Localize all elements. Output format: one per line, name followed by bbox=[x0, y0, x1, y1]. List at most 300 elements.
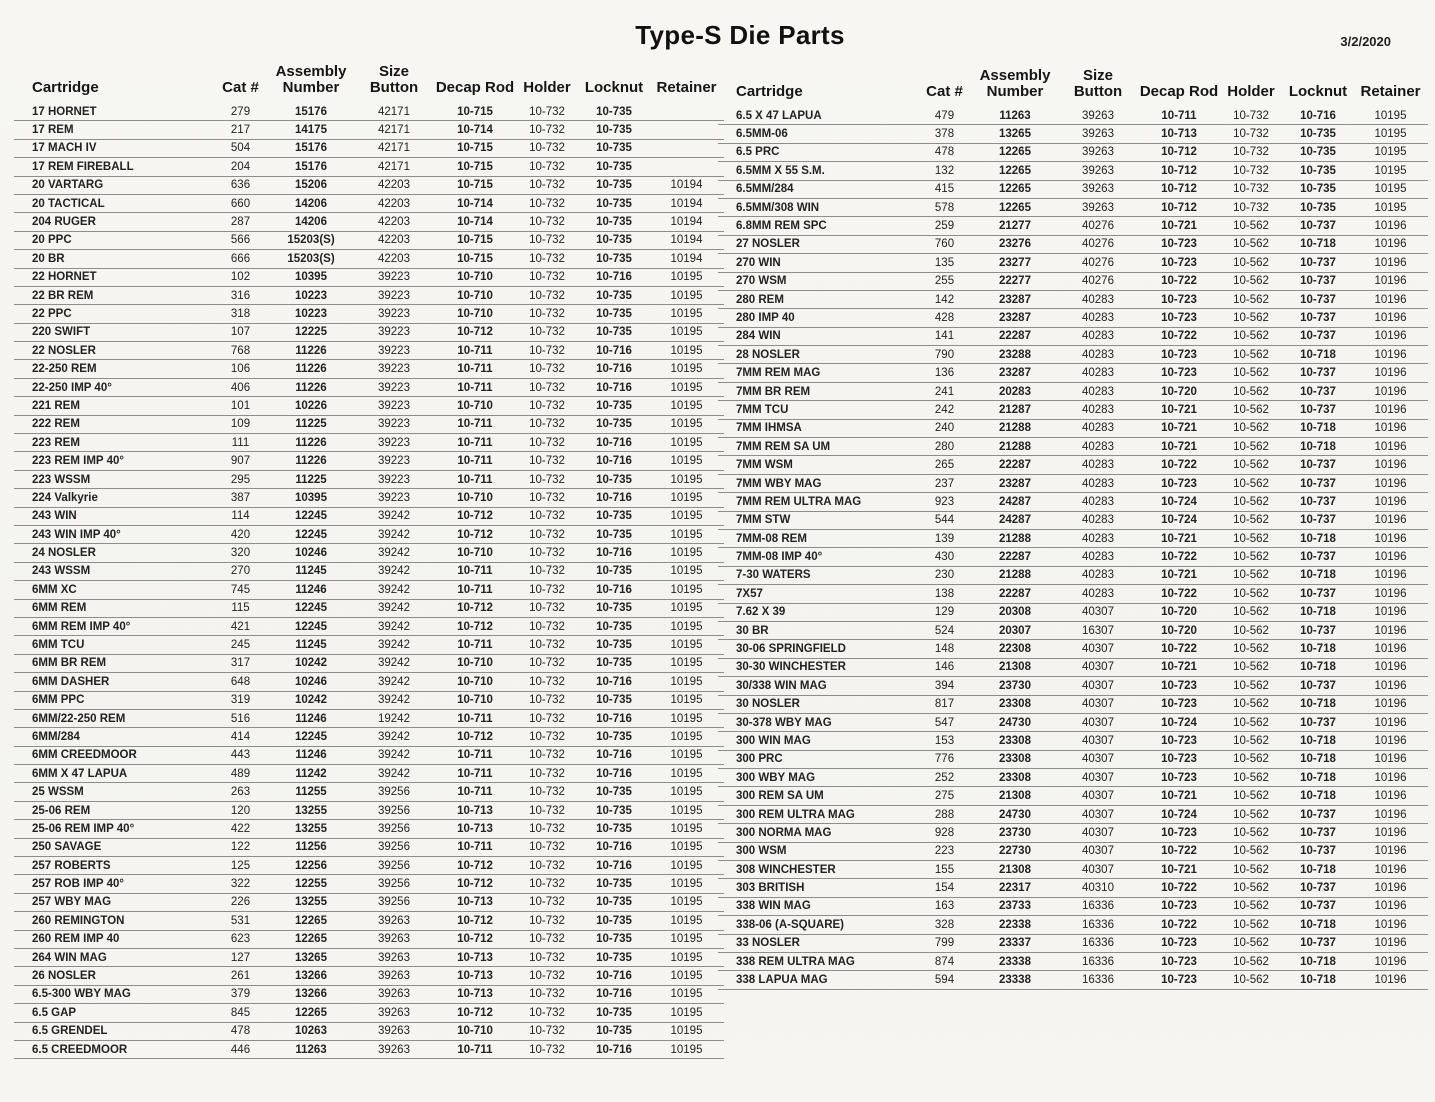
table-row bbox=[718, 971, 1428, 989]
cell-cat: 430 bbox=[916, 548, 973, 566]
cell-cartridge: 6MM/284 bbox=[14, 728, 212, 746]
cell-holder: 10-732 bbox=[1219, 162, 1283, 180]
cell-retainer: 10195 bbox=[649, 820, 724, 838]
cell-assembly: 21288 bbox=[973, 438, 1057, 456]
cell-assembly: 12256 bbox=[269, 857, 353, 875]
cell-retainer: 10196 bbox=[1353, 438, 1428, 456]
cell-assembly: 12265 bbox=[269, 930, 353, 948]
cell-holder: 10-732 bbox=[515, 728, 579, 746]
cell-assembly: 24287 bbox=[973, 511, 1057, 529]
cell-decap: 10-722 bbox=[1139, 640, 1219, 658]
cell-cat: 129 bbox=[916, 603, 973, 621]
cell-holder: 10-562 bbox=[1219, 897, 1283, 915]
cell-retainer: 10196 bbox=[1353, 971, 1428, 989]
cell-cat: 275 bbox=[916, 787, 973, 805]
cell-size: 39242 bbox=[353, 746, 435, 764]
cell-holder: 10-732 bbox=[515, 286, 579, 304]
cell-cartridge: 20 BR bbox=[14, 250, 212, 268]
cell-assembly: 23338 bbox=[973, 952, 1057, 970]
cell-size: 39223 bbox=[353, 323, 435, 341]
cell-holder: 10-732 bbox=[515, 139, 579, 157]
cell-cat: 120 bbox=[212, 801, 269, 819]
cell-retainer: 10196 bbox=[1353, 713, 1428, 731]
cell-cat: 230 bbox=[916, 566, 973, 584]
cell-holder: 10-732 bbox=[1219, 125, 1283, 143]
table-row bbox=[718, 364, 1428, 382]
cell-cat: 379 bbox=[212, 985, 269, 1003]
cell-decap: 10-723 bbox=[1139, 897, 1219, 915]
cell-cartridge: 243 WSSM bbox=[14, 562, 212, 580]
cell-retainer: 10195 bbox=[649, 673, 724, 691]
cell-locknut: 10-737 bbox=[1283, 805, 1353, 823]
cell-cartridge: 270 WIN bbox=[718, 254, 916, 272]
cell-decap: 10-721 bbox=[1139, 861, 1219, 879]
cell-cartridge: 257 WBY MAG bbox=[14, 893, 212, 911]
cell-locknut: 10-737 bbox=[1283, 677, 1353, 695]
cell-size: 39242 bbox=[353, 728, 435, 746]
cell-cartridge: 22-250 IMP 40° bbox=[14, 378, 212, 396]
cell-cartridge: 6MM REM IMP 40° bbox=[14, 617, 212, 635]
cell-assembly: 12265 bbox=[269, 1004, 353, 1022]
cell-size: 39223 bbox=[353, 268, 435, 286]
cell-retainer: 10196 bbox=[1353, 346, 1428, 364]
cell-locknut: 10-737 bbox=[1283, 842, 1353, 860]
cell-size: 39263 bbox=[353, 985, 435, 1003]
cell-holder: 10-732 bbox=[515, 434, 579, 452]
cell-decap: 10-721 bbox=[1139, 787, 1219, 805]
cell-size: 40307 bbox=[1057, 842, 1139, 860]
cell-holder: 10-732 bbox=[515, 857, 579, 875]
cell-holder: 10-732 bbox=[515, 121, 579, 139]
cell-assembly: 10263 bbox=[269, 1022, 353, 1040]
table-row bbox=[718, 235, 1428, 253]
cell-holder: 10-562 bbox=[1219, 695, 1283, 713]
cell-holder: 10-732 bbox=[515, 470, 579, 488]
cell-size: 39223 bbox=[353, 415, 435, 433]
cell-decap: 10-711 bbox=[435, 838, 515, 856]
table-row bbox=[718, 585, 1428, 603]
cell-decap: 10-711 bbox=[435, 452, 515, 470]
table-row bbox=[14, 231, 724, 249]
cell-retainer: 10195 bbox=[649, 323, 724, 341]
cell-cat: 259 bbox=[916, 217, 973, 235]
cell-decap: 10-712 bbox=[435, 1004, 515, 1022]
cell-retainer bbox=[649, 158, 724, 176]
cell-holder: 10-732 bbox=[515, 930, 579, 948]
cell-locknut: 10-716 bbox=[579, 434, 649, 452]
cell-retainer: 10195 bbox=[649, 893, 724, 911]
cell-cat: 316 bbox=[212, 286, 269, 304]
table-row bbox=[14, 544, 724, 562]
cell-locknut: 10-735 bbox=[579, 893, 649, 911]
cell-decap: 10-724 bbox=[1139, 511, 1219, 529]
cell-holder: 10-562 bbox=[1219, 217, 1283, 235]
cell-locknut: 10-735 bbox=[579, 728, 649, 746]
cell-cat: 319 bbox=[212, 691, 269, 709]
cell-size: 39256 bbox=[353, 838, 435, 856]
cell-locknut: 10-735 bbox=[579, 912, 649, 930]
cell-cartridge: 257 ROBERTS bbox=[14, 857, 212, 875]
column-header-cartridge: Cartridge bbox=[736, 82, 803, 100]
table-row bbox=[718, 677, 1428, 695]
table-row bbox=[718, 842, 1428, 860]
cell-decap: 10-722 bbox=[1139, 879, 1219, 897]
cell-decap: 10-715 bbox=[435, 139, 515, 157]
cell-decap: 10-712 bbox=[1139, 198, 1219, 216]
cell-cat: 204 bbox=[212, 158, 269, 176]
cell-locknut: 10-718 bbox=[1283, 235, 1353, 253]
cell-cartridge: 7.62 X 39 bbox=[718, 603, 916, 621]
cell-cartridge: 30 BR bbox=[718, 621, 916, 639]
table-row bbox=[718, 401, 1428, 419]
cell-holder: 10-562 bbox=[1219, 419, 1283, 437]
cell-decap: 10-711 bbox=[435, 783, 515, 801]
cell-retainer bbox=[649, 121, 724, 139]
table-row bbox=[14, 985, 724, 1003]
cell-size: 39256 bbox=[353, 875, 435, 893]
cell-cartridge: 22 PPC bbox=[14, 305, 212, 323]
table-row bbox=[14, 342, 724, 360]
table-row bbox=[718, 438, 1428, 456]
cell-cartridge: 6MM DASHER bbox=[14, 673, 212, 691]
cell-holder: 10-732 bbox=[515, 103, 579, 121]
table-row bbox=[718, 272, 1428, 290]
cell-locknut: 10-735 bbox=[579, 103, 649, 121]
cell-cat: 923 bbox=[916, 493, 973, 511]
cell-cat: 142 bbox=[916, 290, 973, 308]
table-row bbox=[14, 1040, 724, 1058]
cell-size: 39263 bbox=[1057, 162, 1139, 180]
cell-assembly: 11263 bbox=[973, 107, 1057, 125]
table-row bbox=[14, 434, 724, 452]
cell-cat: 387 bbox=[212, 489, 269, 507]
cell-decap: 10-722 bbox=[1139, 916, 1219, 934]
cell-size: 39263 bbox=[353, 912, 435, 930]
cell-retainer: 10196 bbox=[1353, 695, 1428, 713]
cell-retainer: 10196 bbox=[1353, 952, 1428, 970]
cell-retainer: 10195 bbox=[649, 489, 724, 507]
cell-locknut: 10-718 bbox=[1283, 566, 1353, 584]
cell-assembly: 13255 bbox=[269, 893, 353, 911]
cell-cat: 768 bbox=[212, 342, 269, 360]
cell-locknut: 10-716 bbox=[579, 857, 649, 875]
table-row bbox=[14, 617, 724, 635]
cell-retainer: 10195 bbox=[649, 948, 724, 966]
cell-holder: 10-732 bbox=[515, 765, 579, 783]
cell-cat: 547 bbox=[916, 713, 973, 731]
cell-locknut: 10-735 bbox=[579, 158, 649, 176]
cell-assembly: 15176 bbox=[269, 139, 353, 157]
cell-retainer: 10195 bbox=[649, 397, 724, 415]
column-header-holder: Holder bbox=[523, 78, 571, 96]
cell-assembly: 12265 bbox=[973, 180, 1057, 198]
cell-cat: 241 bbox=[916, 382, 973, 400]
cell-holder: 10-562 bbox=[1219, 713, 1283, 731]
cell-cartridge: 338 REM ULTRA MAG bbox=[718, 952, 916, 970]
cell-cartridge: 22-250 REM bbox=[14, 360, 212, 378]
cell-locknut: 10-735 bbox=[579, 397, 649, 415]
cell-cartridge: 224 Valkyrie bbox=[14, 489, 212, 507]
table-row bbox=[14, 967, 724, 985]
cell-assembly: 13266 bbox=[269, 985, 353, 1003]
cell-size: 39242 bbox=[353, 617, 435, 635]
cell-size: 40283 bbox=[1057, 511, 1139, 529]
cell-cartridge: 220 SWIFT bbox=[14, 323, 212, 341]
cell-locknut: 10-735 bbox=[579, 1004, 649, 1022]
table-row bbox=[14, 176, 724, 194]
cell-cat: 288 bbox=[916, 805, 973, 823]
cell-decap: 10-723 bbox=[1139, 235, 1219, 253]
cell-retainer: 10194 bbox=[649, 250, 724, 268]
cell-cartridge: 6.8MM REM SPC bbox=[718, 217, 916, 235]
cell-retainer: 10195 bbox=[649, 507, 724, 525]
cell-locknut: 10-735 bbox=[579, 525, 649, 543]
cell-locknut: 10-718 bbox=[1283, 750, 1353, 768]
cell-locknut: 10-735 bbox=[579, 121, 649, 139]
cell-retainer: 10196 bbox=[1353, 493, 1428, 511]
cell-locknut: 10-735 bbox=[579, 323, 649, 341]
cell-assembly: 14175 bbox=[269, 121, 353, 139]
cell-assembly: 12245 bbox=[269, 617, 353, 635]
cell-holder: 10-732 bbox=[515, 599, 579, 617]
cell-assembly: 21308 bbox=[973, 861, 1057, 879]
cell-retainer: 10196 bbox=[1353, 566, 1428, 584]
cell-decap: 10-715 bbox=[435, 158, 515, 176]
cell-cat: 531 bbox=[212, 912, 269, 930]
cell-cartridge: 6.5 X 47 LAPUA bbox=[718, 107, 916, 125]
cell-cat: 414 bbox=[212, 728, 269, 746]
cell-cat: 415 bbox=[916, 180, 973, 198]
cell-decap: 10-712 bbox=[435, 617, 515, 635]
cell-decap: 10-723 bbox=[1139, 677, 1219, 695]
cell-decap: 10-712 bbox=[435, 323, 515, 341]
cell-holder: 10-732 bbox=[515, 636, 579, 654]
cell-assembly: 13255 bbox=[269, 801, 353, 819]
cell-cat: 261 bbox=[212, 967, 269, 985]
cell-assembly: 11246 bbox=[269, 581, 353, 599]
cell-retainer: 10196 bbox=[1353, 254, 1428, 272]
cell-locknut: 10-735 bbox=[579, 875, 649, 893]
cell-cartridge: 7-30 WATERS bbox=[718, 566, 916, 584]
cell-size: 39256 bbox=[353, 783, 435, 801]
cell-decap: 10-723 bbox=[1139, 769, 1219, 787]
cell-cat: 328 bbox=[916, 916, 973, 934]
cell-size: 39223 bbox=[353, 342, 435, 360]
cell-locknut: 10-716 bbox=[579, 360, 649, 378]
cell-cat: 115 bbox=[212, 599, 269, 617]
cell-decap: 10-714 bbox=[435, 213, 515, 231]
cell-assembly: 10246 bbox=[269, 544, 353, 562]
cell-size: 40283 bbox=[1057, 474, 1139, 492]
cell-locknut: 10-716 bbox=[579, 765, 649, 783]
cell-cartridge: 280 IMP 40 bbox=[718, 309, 916, 327]
cell-cartridge: 243 WIN bbox=[14, 507, 212, 525]
cell-size: 40283 bbox=[1057, 346, 1139, 364]
cell-cat: 101 bbox=[212, 397, 269, 415]
cell-locknut: 10-718 bbox=[1283, 640, 1353, 658]
cell-holder: 10-732 bbox=[1219, 107, 1283, 125]
cell-locknut: 10-718 bbox=[1283, 529, 1353, 547]
cell-retainer: 10196 bbox=[1353, 750, 1428, 768]
table-row bbox=[718, 713, 1428, 731]
cell-retainer: 10196 bbox=[1353, 879, 1428, 897]
cell-size: 39242 bbox=[353, 507, 435, 525]
table-row bbox=[718, 529, 1428, 547]
cell-holder: 10-732 bbox=[515, 378, 579, 396]
cell-cat: 666 bbox=[212, 250, 269, 268]
cell-retainer: 10195 bbox=[649, 525, 724, 543]
cell-cartridge: 257 ROB IMP 40° bbox=[14, 875, 212, 893]
cell-holder: 10-562 bbox=[1219, 382, 1283, 400]
cell-locknut: 10-716 bbox=[579, 967, 649, 985]
cell-assembly: 22338 bbox=[973, 916, 1057, 934]
cell-retainer: 10196 bbox=[1353, 640, 1428, 658]
cell-size: 40283 bbox=[1057, 419, 1139, 437]
cell-retainer: 10195 bbox=[649, 342, 724, 360]
cell-cartridge: 20 VARTARG bbox=[14, 176, 212, 194]
table-row bbox=[718, 327, 1428, 345]
cell-assembly: 12265 bbox=[973, 143, 1057, 161]
cell-locknut: 10-716 bbox=[579, 268, 649, 286]
cell-assembly: 13265 bbox=[269, 948, 353, 966]
cell-size: 40307 bbox=[1057, 787, 1139, 805]
cell-locknut: 10-735 bbox=[1283, 125, 1353, 143]
cell-cat: 421 bbox=[212, 617, 269, 635]
cell-cat: 102 bbox=[212, 268, 269, 286]
cell-holder: 10-732 bbox=[515, 452, 579, 470]
cell-cartridge: 6.5 CREEDMOOR bbox=[14, 1040, 212, 1058]
cell-cartridge: 25-06 REM IMP 40° bbox=[14, 820, 212, 838]
table-row bbox=[718, 198, 1428, 216]
cell-retainer: 10196 bbox=[1353, 934, 1428, 952]
cell-decap: 10-713 bbox=[435, 948, 515, 966]
cell-holder: 10-732 bbox=[515, 305, 579, 323]
cell-retainer: 10194 bbox=[649, 194, 724, 212]
column-header-retainer: Retainer bbox=[1360, 82, 1421, 100]
cell-decap: 10-711 bbox=[435, 581, 515, 599]
cell-assembly: 22308 bbox=[973, 640, 1057, 658]
cell-decap: 10-712 bbox=[435, 857, 515, 875]
cell-retainer: 10196 bbox=[1353, 272, 1428, 290]
cell-decap: 10-723 bbox=[1139, 952, 1219, 970]
cell-retainer: 10196 bbox=[1353, 658, 1428, 676]
cell-retainer: 10196 bbox=[1353, 621, 1428, 639]
cell-cartridge: 22 HORNET bbox=[14, 268, 212, 286]
cell-decap: 10-712 bbox=[435, 599, 515, 617]
cell-holder: 10-732 bbox=[515, 544, 579, 562]
cell-cartridge: 6MM/22-250 REM bbox=[14, 709, 212, 727]
cell-locknut: 10-735 bbox=[579, 636, 649, 654]
cell-locknut: 10-716 bbox=[579, 378, 649, 396]
cell-cartridge: 6.5MM-06 bbox=[718, 125, 916, 143]
cell-size: 39263 bbox=[1057, 107, 1139, 125]
table-row bbox=[14, 1022, 724, 1040]
cell-locknut: 10-735 bbox=[579, 617, 649, 635]
cell-cartridge: 338 LAPUA MAG bbox=[718, 971, 916, 989]
cell-assembly: 10242 bbox=[269, 691, 353, 709]
cell-cat: 776 bbox=[916, 750, 973, 768]
table-row bbox=[14, 581, 724, 599]
cell-decap: 10-723 bbox=[1139, 254, 1219, 272]
table-row bbox=[14, 930, 724, 948]
cell-cat: 135 bbox=[916, 254, 973, 272]
cell-size: 39256 bbox=[353, 801, 435, 819]
cell-locknut: 10-737 bbox=[1283, 879, 1353, 897]
column-header-locknut: Locknut bbox=[1288, 82, 1348, 100]
cell-decap: 10-721 bbox=[1139, 529, 1219, 547]
cell-holder: 10-732 bbox=[515, 397, 579, 415]
cell-decap: 10-710 bbox=[435, 1022, 515, 1040]
cell-holder: 10-562 bbox=[1219, 254, 1283, 272]
cell-assembly: 20308 bbox=[973, 603, 1057, 621]
cell-cat: 226 bbox=[212, 893, 269, 911]
cell-locknut: 10-737 bbox=[1283, 272, 1353, 290]
table-row bbox=[718, 603, 1428, 621]
cell-cat: 320 bbox=[212, 544, 269, 562]
cell-assembly: 10246 bbox=[269, 673, 353, 691]
cell-retainer: 10196 bbox=[1353, 916, 1428, 934]
cell-decap: 10-723 bbox=[1139, 750, 1219, 768]
cell-size: 40307 bbox=[1057, 640, 1139, 658]
cell-decap: 10-723 bbox=[1139, 290, 1219, 308]
cell-assembly: 20307 bbox=[973, 621, 1057, 639]
cell-size: 40307 bbox=[1057, 861, 1139, 879]
cell-cat: 111 bbox=[212, 434, 269, 452]
cell-retainer: 10195 bbox=[649, 728, 724, 746]
cell-decap: 10-722 bbox=[1139, 327, 1219, 345]
cell-holder: 10-732 bbox=[515, 746, 579, 764]
cell-size: 19242 bbox=[353, 709, 435, 727]
cell-cartridge: 6.5 GAP bbox=[14, 1004, 212, 1022]
cell-cartridge: 221 REM bbox=[14, 397, 212, 415]
cell-holder: 10-732 bbox=[515, 1004, 579, 1022]
cell-size: 40307 bbox=[1057, 750, 1139, 768]
cell-decap: 10-720 bbox=[1139, 382, 1219, 400]
cell-size: 39242 bbox=[353, 673, 435, 691]
cell-decap: 10-712 bbox=[435, 507, 515, 525]
cell-locknut: 10-737 bbox=[1283, 585, 1353, 603]
cell-cat: 163 bbox=[916, 897, 973, 915]
cell-decap: 10-715 bbox=[435, 103, 515, 121]
cell-decap: 10-710 bbox=[435, 286, 515, 304]
cell-cartridge: 6MM BR REM bbox=[14, 654, 212, 672]
cell-assembly: 11226 bbox=[269, 360, 353, 378]
table-row bbox=[14, 673, 724, 691]
cell-size: 40307 bbox=[1057, 658, 1139, 676]
table-row bbox=[718, 493, 1428, 511]
cell-retainer: 10195 bbox=[649, 875, 724, 893]
cell-locknut: 10-718 bbox=[1283, 861, 1353, 879]
table-row bbox=[718, 769, 1428, 787]
cell-retainer: 10196 bbox=[1353, 842, 1428, 860]
cell-locknut: 10-735 bbox=[579, 470, 649, 488]
cell-locknut: 10-716 bbox=[579, 1040, 649, 1058]
cell-holder: 10-732 bbox=[1219, 180, 1283, 198]
table-row bbox=[718, 143, 1428, 161]
cell-size: 39263 bbox=[353, 948, 435, 966]
cell-locknut: 10-735 bbox=[579, 231, 649, 249]
cell-assembly: 23308 bbox=[973, 769, 1057, 787]
cell-size: 40283 bbox=[1057, 529, 1139, 547]
cell-cartridge: 7MM REM ULTRA MAG bbox=[718, 493, 916, 511]
cell-holder: 10-732 bbox=[515, 838, 579, 856]
cell-holder: 10-562 bbox=[1219, 640, 1283, 658]
cell-holder: 10-732 bbox=[515, 268, 579, 286]
table-row bbox=[718, 382, 1428, 400]
cell-cat: 394 bbox=[916, 677, 973, 695]
cell-retainer: 10195 bbox=[649, 709, 724, 727]
cell-assembly: 22287 bbox=[973, 456, 1057, 474]
